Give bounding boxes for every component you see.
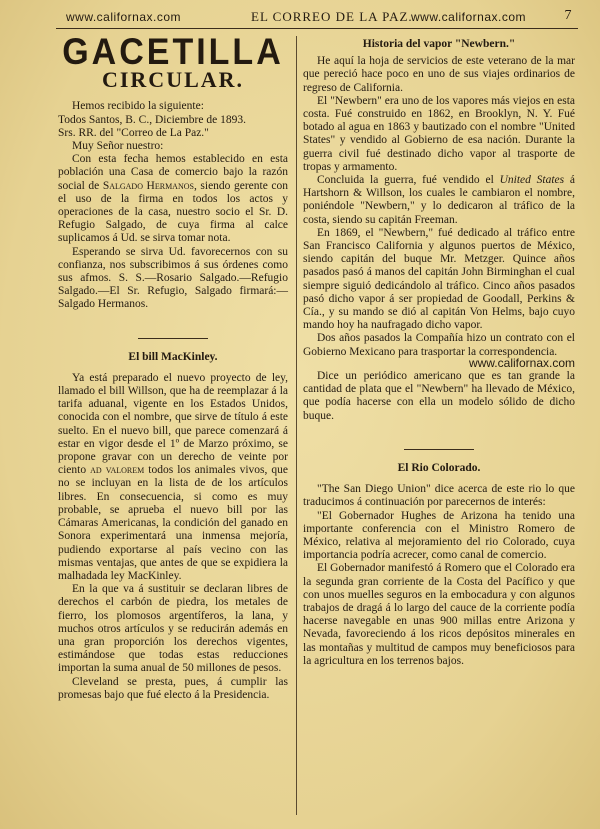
ship-name: United States — [499, 174, 565, 187]
ad-valorem: ad valorem — [90, 464, 145, 477]
watermark-url: www.californax.com — [468, 355, 575, 370]
bill-paragraph: Cleveland se presta, pues, á cumplir las promesas bajo que fué electo á la Presidencia. — [58, 675, 288, 701]
masthead-gacetilla: GACETILLA — [62, 31, 284, 73]
circular-text: , siendo gerente con el uso de la firma en todos los actos y operaciones de la casa, nuestro socio el Sr. D. Refugio Salgado, de cuya firma al calce suplicamos á Ud. se sirva tomar nota. — [58, 179, 288, 245]
rio-paragraph: El Gobernador manifestó á Romero que el Colorado era la segunda gran corriente de la Costa del Pacífico y que con unos muelles seguros en la embocadura y con algunos trabajos de dragá á lo largo del cauce de la corriente podía hacerse navegable en unas 900 millas entre Arizona y Nevada, favoreciendo á los ricos depósitos minerales en las montañas y multitud de campos muy beneficiosos para la agricultura en los terrenos bajos. — [303, 562, 575, 667]
newbern-paragraph: El "Newbern" era uno de los vapores más viejos en esta costa. Fué construido en 1862, en Brooklyn, N. Y. Fué botado al agua en 1863 y bautizado con el nombre "United States" y vendido al Gobierno de esa nación. Durante la guerra civil fué destinado dicho vapor al trasporte de tropas y armamento. — [303, 94, 575, 173]
header-url-left: www.californax.com — [66, 10, 182, 24]
newbern-paragraph: He aquí la hoja de servicios de este veterano de la mar que pereció hace poco en uno de sus viajes ordinarios de regreso de California. — [303, 55, 575, 94]
circular-line: Hemos recibido la siguiente: — [72, 100, 204, 113]
rio-paragraph: "El Gobernador Hughes de Arizona ha tenido una importante conferencia con el Ministro Romero de México, relativa al mejoramiento del rio Colorado, cuya importancia podría acrecer, como canal de comercio. — [303, 509, 575, 562]
left-column — [58, 31, 289, 702]
newbern-title: Historia del vapor "Newbern." — [362, 38, 516, 50]
bill-text: todos los animales vivos, que no se incluyan en la lista de de los artículos libres. En consecuencia, si como es muy probable, se aprueba el nuevo bill por las Cámaras Americanas, la condición del ganado en Sonora experimentará una inmensa mejoría, pudiendo exportarse al país vecino con las mismas ventajas, que antes de que se expidiera la malhadada ley MacKinley. — [58, 464, 289, 582]
newbern-paragraph: En 1869, el "Newbern," fué dedicado al tráfico entre San Francisco California y algunos puertos de México, siendo capitán del buque Mr. Metzger. Quince años pasados pasó á manos del capitán John Birminghan el cual siempre siguió dedicándolo al tráfico. Cinco años pasados pasó dicho vapor á ser propiedad de Goodall, Perkins & Cía., y su mando se dió al capitán Von Helms, bajo cuyo mando hoy ha naufragado dicho vapor. — [303, 226, 575, 332]
newbern-paragraph: Dice un periódico americano que es tan grande la cantidad de plata que el "Newbern" ha llevado de México, que podía hacerse con ella un modelo sólido de dicho buque. — [303, 370, 575, 422]
newbern-paragraph: Dos años pasados la Compañía hizo un contrato con el Gobierno Mexicano para trasportar la correspondencia. — [303, 332, 575, 358]
circular-paragraph — [58, 153, 288, 245]
circular-title: CIRCULAR. — [101, 67, 245, 93]
circular-line: Muy Señor nuestro: — [72, 140, 164, 153]
newbern-text: á Hartshorn & Willson, los cuales le cambiaron el nombre, poniéndole "Newbern," y lo dedicaron al tráfico de la costa, siendo su capitán Freeman. — [303, 174, 576, 226]
rio-title: El Rio Colorado. — [397, 461, 481, 474]
rio-paragraph: "The San Diego Union" dice acerca de este rio lo que traducimos á continuación por parecernos de interés: — [303, 483, 575, 509]
header-rule — [56, 28, 578, 29]
newbern-text: Concluida la guerra, fué vendido el — [317, 174, 494, 187]
section-divider — [404, 449, 474, 450]
circular-text: Con esta fecha hemos establecido en esta población una Casa de comercio bajo la razón social de — [58, 153, 288, 192]
newbern-paragraph — [303, 174, 575, 227]
bill-paragraph — [58, 372, 288, 583]
newspaper-title: EL CORREO DE LA PAZ. — [251, 9, 413, 24]
header-url-right: www.californax.com — [411, 10, 527, 24]
bill-text: Ya está preparado el nuevo proyecto de ley, llamado el bill Willson, que ha de reemplazar á la tarifa aduanal, vigente en los Estados Unidos, conocida con el nombre, que sirve de título á este suelto. En el nuevo bill, que parece comenzará á estar en vigor desde el 1º de Marzo próximo, se propone gravar con un derecho de veinte por ciento — [58, 371, 288, 477]
section-divider — [138, 338, 208, 339]
circular-line: Srs. RR. del "Correo de La Paz." — [58, 126, 209, 139]
bill-paragraph: En la que va á sustituir se declaran libres de derechos el carbón de piedra, los metales de fierro, los plomosos argentíferos, la lana, y muchos otros artículos y se reducirán además en una gran proporción los derechos vigentes, estimándose que todas estas reducciones importan la suma anual de 50 millones de pesos. — [58, 583, 288, 675]
circular-paragraph: Esperando se sirva Ud. favorecernos con su confianza, nos subscribimos á sus órdenes como sus afmos. S. S.—Rosario Salgado.—Refugio Salgado.—El Sr. Refugio, Salgado firmará:—Salgado Hermanos. — [58, 245, 288, 311]
right-column — [303, 36, 575, 668]
page-number: 7 — [564, 8, 572, 23]
page-header — [56, 8, 578, 26]
firm-name: Salgado Hermanos — [102, 179, 194, 192]
bill-title: El bill MacKinley. — [128, 350, 218, 363]
circular-line: Todos Santos, B. C., Diciembre de 1893. — [58, 113, 246, 126]
column-rule — [296, 36, 297, 815]
